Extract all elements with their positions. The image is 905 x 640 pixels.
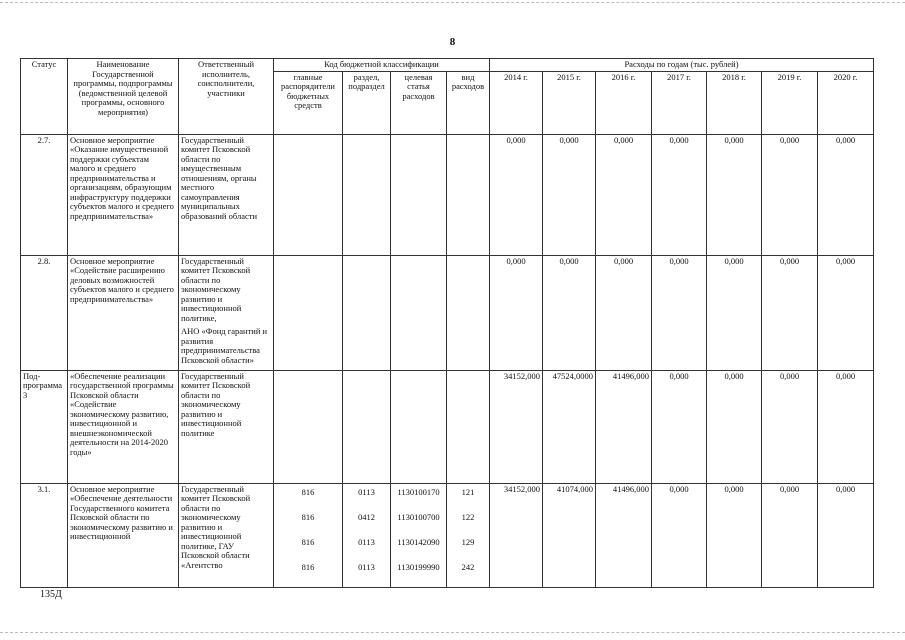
row-value-2018: 0,000 — [707, 483, 762, 587]
scan-edge-top — [0, 2, 905, 4]
row-value-2018: 0,000 — [707, 370, 762, 483]
row-target — [391, 255, 447, 370]
row-kind — [447, 255, 490, 370]
row-responsible-main: Государственный комитет Псковской области по экономическому развитию и инвестиционной политике, — [181, 255, 251, 323]
row-grbs — [274, 134, 343, 255]
row-value-2017: 0,000 — [652, 255, 707, 370]
page-number: 8 — [449, 36, 456, 48]
section-value: 0412 — [358, 511, 375, 522]
scan-edge-bottom — [0, 632, 905, 634]
row-value-2020: 0,000 — [818, 255, 874, 370]
kind-value: 129 — [461, 536, 475, 547]
row-value-2015: 41074,000 — [543, 483, 596, 587]
row-value-2014: 0,000 — [490, 134, 543, 255]
row-value-2020: 0,000 — [818, 134, 874, 255]
row-target — [391, 483, 447, 587]
row-status: 2.8. — [21, 255, 68, 370]
kind-value: 122 — [461, 511, 475, 522]
kind-value: 242 — [461, 561, 475, 572]
kind-value: 121 — [461, 486, 475, 497]
table-row — [21, 134, 874, 255]
header-expenses: Расходы по годам (тыс. рублей) — [490, 59, 874, 72]
row-kind — [447, 134, 490, 255]
row-value-2018: 0,000 — [707, 255, 762, 370]
row-name: «Обеспечение реализации государственной программы Псковской области «Содействие экономическому развитию, инвестиционной и внешнеэкономической деятельности на 2014-2020 годы» — [68, 370, 179, 483]
header-section: раздел, подраздел — [343, 71, 391, 134]
grbs-value: 816 — [301, 536, 315, 547]
header-row-top — [21, 59, 874, 72]
row-kind — [447, 483, 490, 587]
grbs-value: 816 — [301, 486, 315, 497]
row-value-2016: 41496,000 — [596, 370, 652, 483]
row-name: Основное мероприятие «Содействие расширению деловых возможностей субъектов малого и среднего предпринимательства» — [68, 255, 179, 370]
row-section — [343, 255, 391, 370]
header-year-2014: 2014 г. — [490, 71, 543, 134]
row-value-2015: 0,000 — [543, 134, 596, 255]
row-value-2020: 0,000 — [818, 370, 874, 483]
grbs-value: 816 — [301, 561, 315, 572]
target-value: 1130142090 — [397, 536, 440, 547]
row-value-2014: 34152,000 — [490, 483, 543, 587]
row-value-2018: 0,000 — [707, 134, 762, 255]
row-section — [343, 370, 391, 483]
target-value: 1130100170 — [397, 486, 440, 497]
table-row — [21, 370, 874, 483]
row-value-2016: 41496,000 — [596, 483, 652, 587]
header-target: целевая статья расходов — [391, 71, 447, 134]
header-name: Наименование Государственной программы, подпрограммы (ведомственной целевой программы, основного мероприятия) — [68, 59, 179, 135]
header-year-2019: 2019 г. — [762, 71, 818, 134]
row-responsible: Государственный комитет Псковской области по экономическому развитию и инвестиционной политике — [179, 370, 274, 483]
row-value-2015: 47524,0000 — [543, 370, 596, 483]
section-value: 0113 — [358, 536, 375, 547]
budget-table — [20, 58, 874, 588]
row-section — [343, 134, 391, 255]
row-value-2019: 0,000 — [762, 370, 818, 483]
target-value: 1130199990 — [397, 561, 440, 572]
row-value-2020: 0,000 — [818, 483, 874, 587]
header-year-2016: 2016 г. — [596, 71, 652, 134]
header-year-2017: 2017 г. — [652, 71, 707, 134]
row-value-2019: 0,000 — [762, 255, 818, 370]
row-value-2019: 0,000 — [762, 134, 818, 255]
header-kind: вид расходов — [447, 71, 490, 134]
row-value-2014: 34152,000 — [490, 370, 543, 483]
row-value-2014: 0,000 — [490, 255, 543, 370]
header-responsible: Ответственный исполнитель, соисполнители, участники — [179, 59, 274, 135]
header-year-2020: 2020 г. — [818, 71, 874, 134]
target-value: 1130100700 — [397, 511, 440, 522]
grbs-value: 816 — [301, 511, 315, 522]
row-grbs — [274, 255, 343, 370]
document-code: 135Д — [40, 589, 62, 600]
table-row — [21, 483, 874, 587]
row-value-2016: 0,000 — [596, 255, 652, 370]
section-value: 0113 — [358, 561, 375, 572]
header-grbs: главные распорядители бюджетных средств — [274, 71, 343, 134]
row-value-2016: 0,000 — [596, 134, 652, 255]
row-responsible-extra: АНО «Фонд гарантий и развития предпринимательства Псковской области» — [181, 326, 268, 365]
row-target — [391, 370, 447, 483]
row-responsible — [179, 255, 274, 370]
section-value: 0113 — [358, 486, 375, 497]
row-target — [391, 134, 447, 255]
row-section — [343, 483, 391, 587]
row-responsible: Государственный комитет Псковской области по экономическому развитию и инвестиционной политике, ГАУ Псковской области «Агентство — [179, 483, 274, 587]
row-kind — [447, 370, 490, 483]
header-year-2015: 2015 г. — [543, 71, 596, 134]
row-grbs — [274, 370, 343, 483]
header-status: Статус — [21, 59, 68, 135]
row-value-2017: 0,000 — [652, 134, 707, 255]
row-status: Под-программа 3 — [21, 370, 68, 483]
row-value-2017: 0,000 — [652, 483, 707, 587]
row-responsible: Государственный комитет Псковской области по имущественным отношениям, органы местного самоуправления муниципальных образований области — [179, 134, 274, 255]
row-value-2017: 0,000 — [652, 370, 707, 483]
table-row — [21, 255, 874, 370]
row-name: Основное мероприятие «Оказание имущественной поддержки субъектам малого и среднего предпринимательства и организациям, образующим инфраструктуру поддержки субъектов малого и среднего предпринимательства» — [68, 134, 179, 255]
header-budget-code: Код бюджетной классификации — [274, 59, 490, 72]
row-status: 3.1. — [21, 483, 68, 587]
row-name: Основное мероприятие «Обеспечение деятельности Государственного комитета Псковской области по экономическому развитию и инвестиционной — [68, 483, 179, 587]
header-year-2018: 2018 г. — [707, 71, 762, 134]
row-value-2015: 0,000 — [543, 255, 596, 370]
row-grbs — [274, 483, 343, 587]
row-status: 2.7. — [21, 134, 68, 255]
row-value-2019: 0,000 — [762, 483, 818, 587]
